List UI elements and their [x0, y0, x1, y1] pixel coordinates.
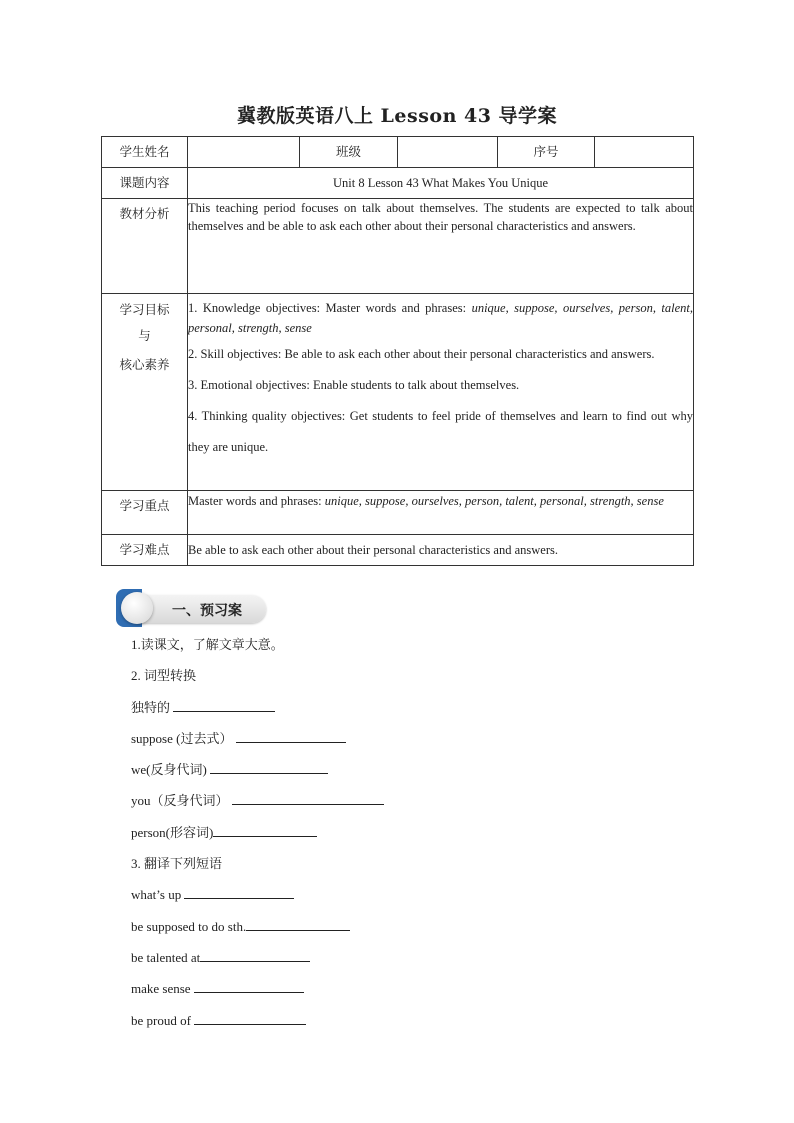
section-heading: 一、预习案	[172, 603, 242, 619]
answer-blank[interactable]	[236, 728, 346, 743]
key-points-words: unique, suppose, ourselves, person, talent, personal, strength, sense	[324, 494, 664, 508]
goals-label	[102, 294, 188, 491]
goal-emotional: 3. Emotional objectives: Enable students to talk about themselves.	[188, 378, 520, 392]
class-label: 班级	[300, 137, 398, 168]
line-text: be proud of	[131, 1012, 195, 1028]
line-text: be supposed to do sth.	[131, 918, 247, 934]
key-points-label: 学习重点	[102, 491, 188, 535]
phrase-item	[131, 1010, 691, 1041]
badge-circle-icon	[121, 592, 153, 624]
student-name-label: 学生姓名	[102, 137, 188, 168]
goal-thinking: 4. Thinking quality objectives: Get students to feel pride of themselves and learn to find out why they are unique.	[188, 409, 693, 454]
key-points-prefix: Master words and phrases:	[188, 494, 325, 508]
heading-word-forms	[131, 665, 691, 696]
analysis-text: This teaching period focuses on talk about themselves. The students are expected to talk about themselves and be able to ask each other about their personal characteristics and answers.	[188, 199, 694, 294]
topic-value: Unit 8 Lesson 43 What Makes You Unique	[188, 168, 694, 199]
phrase-item	[131, 978, 691, 1009]
line-text: you（反身代词）	[131, 793, 232, 809]
answer-blank[interactable]	[210, 759, 328, 774]
answer-blank[interactable]	[184, 884, 294, 899]
class-field[interactable]	[398, 137, 498, 168]
line-text: suppose (过去式）	[131, 730, 236, 746]
answer-blank[interactable]	[173, 697, 275, 712]
goals-label-line-3: 核心素养	[119, 357, 170, 372]
heading-translate	[131, 853, 691, 884]
line-text: make sense	[131, 981, 194, 997]
line-text: person(形容词)	[131, 824, 214, 840]
difficult-points-content: Be able to ask each other about their personal characteristics and answers.	[188, 535, 694, 566]
phrase-item	[131, 947, 691, 978]
goals-label-line-1: 学习目标	[119, 302, 170, 317]
phrase-item	[131, 916, 691, 947]
goals-label-line-2: 与	[138, 328, 151, 343]
answer-blank[interactable]	[194, 978, 304, 993]
section-heading-badge	[116, 589, 268, 627]
analysis-label: 教材分析	[102, 199, 188, 294]
answer-blank[interactable]	[213, 822, 317, 837]
instruction-read	[131, 634, 691, 665]
word-form-item	[131, 822, 691, 853]
seat-number-label: 序号	[498, 137, 595, 168]
goal-knowledge-words: unique, suppose, ourselves, person, talent, personal, strength, sense	[188, 301, 693, 335]
answer-blank[interactable]	[246, 916, 350, 931]
answer-blank[interactable]	[232, 790, 384, 805]
goals-content	[188, 294, 694, 491]
student-name-field[interactable]	[188, 137, 300, 168]
word-form-item	[131, 697, 691, 728]
goal-knowledge-prefix: 1. Knowledge objectives: Master words and phrases:	[188, 301, 472, 315]
line-text: 独特的	[131, 699, 174, 715]
line-text: what’s up	[131, 887, 185, 903]
line-text: 2. 词型转换	[131, 668, 197, 684]
seat-number-field[interactable]	[595, 137, 694, 168]
line-text: we(反身代词)	[131, 762, 211, 778]
word-form-item	[131, 759, 691, 790]
key-points-content	[188, 491, 694, 535]
topic-label: 课题内容	[102, 168, 188, 199]
line-text: 3. 翻译下列短语	[131, 856, 223, 872]
word-form-item	[131, 790, 691, 821]
word-form-item	[131, 728, 691, 759]
goal-knowledge	[188, 298, 693, 338]
goal-skill: 2. Skill objectives: Be able to ask each other about their personal characteristics and answers.	[188, 347, 655, 361]
phrase-item	[131, 884, 691, 915]
answer-blank[interactable]	[194, 1010, 306, 1025]
preview-exercises	[131, 634, 691, 1041]
difficult-points-label: 学习难点	[102, 535, 188, 566]
line-text: be talented at	[131, 949, 201, 965]
line-text: 1.读课文，了解文章大意。	[131, 637, 284, 652]
info-table	[101, 136, 694, 566]
answer-blank[interactable]	[200, 947, 310, 962]
page-title: 冀教版英语八上 Lesson 43 导学案	[236, 105, 558, 127]
